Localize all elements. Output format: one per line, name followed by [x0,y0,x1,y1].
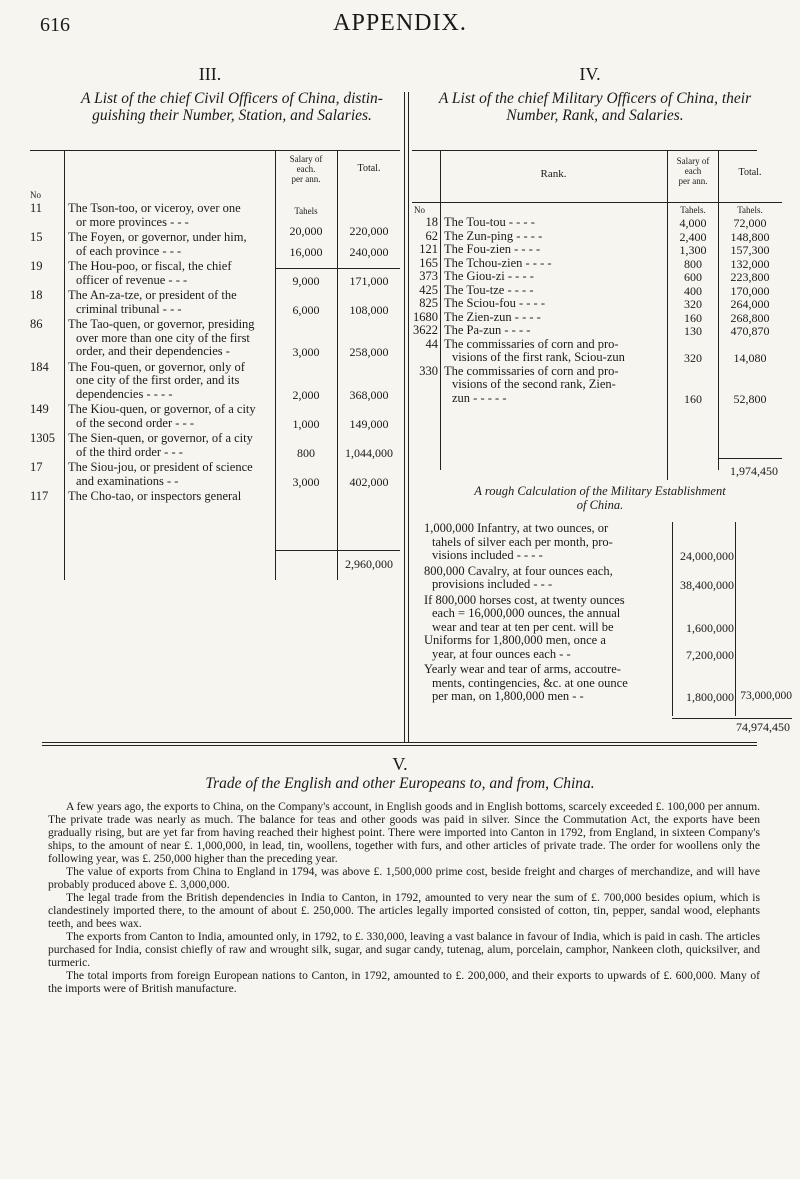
row-description [68,231,273,258]
row-total: 170,000 [730,283,770,298]
row-description [444,216,666,230]
table-rule [735,522,736,716]
row-line: The Sien-quen, or governor, of a city [68,431,253,445]
mil-units-salary: Tahels. [680,205,706,215]
table-rule [275,268,400,269]
row-line: of each province - - - [76,243,182,258]
row-number: 373 [419,269,438,283]
row-total: 72,000 [733,216,767,230]
row-total: 264,000 [730,297,770,311]
row-line: criminal tribunal - - - [76,301,182,316]
section-iv-title-line1: A List of the chief Military Officers of China, their [438,90,752,107]
row-line: The An-za-tze, or president of the [68,288,237,302]
estimate-value: 24,000,000 [680,549,734,563]
estimate-title-l1: A rough Calculation of the Military Establishment [474,484,726,498]
mil-salary-header-l1: Salary of [676,156,710,166]
row-line: per man, on 1,800,000 men - - [432,689,584,703]
row-total: 108,000 [349,302,389,317]
row-salary: 320 [684,351,702,365]
row-salary: 160 [684,310,702,325]
row-description [444,324,666,338]
section-iii-title [62,90,402,124]
estimate-total: 73,000,000 [740,690,792,702]
row-salary: 16,000 [289,244,323,259]
row-number: 1680 [413,309,438,324]
row-line: If 800,000 horses cost, at twenty ounces [424,592,625,607]
row-salary: 9,000 [292,273,320,288]
row-line: ments, contingencies, &c. at one ounce [432,675,628,690]
table-rule [412,202,782,203]
row-total: 402,000 [349,474,389,489]
row-line: The Tou-tou - - - - [444,215,535,229]
row-salary: 6,000 [292,302,320,317]
center-divider-2 [408,92,409,742]
row-line: provisions included - - - [432,577,553,591]
row-description [444,230,666,244]
row-description [68,318,273,359]
row-line: The Kiou-quen, or governor, of a city [68,402,256,416]
row-line: The Tao-quen, or governor, presiding [68,317,255,331]
estimate-grand: 74,974,450 [736,720,790,734]
center-divider [404,92,405,742]
salary-header-l1: Salary of [289,154,323,164]
row-number: 3622 [413,323,438,337]
units-label: Tahels [294,206,318,216]
row-line: 1,000,000 Infantry, at two ounces, or [424,521,609,535]
row-line: 800,000 Cavalry, at four ounces each, [424,563,613,578]
estimate-title-l2: of China. [576,498,624,512]
row-description [68,260,273,287]
row-description [68,202,273,229]
section-iv-numeral: IV. [579,64,601,84]
estimate-value: 7,200,000 [686,647,734,662]
row-salary: 2,000 [292,387,320,402]
row-number: 1305 [30,431,55,445]
row-line: The Hou-poo, or fiscal, the chief [68,259,232,273]
civil-grand-total: 2,960,000 [345,557,393,571]
row-number: 86 [30,317,43,331]
row-salary: 130 [684,324,702,338]
row-total: 148,800 [730,229,770,244]
row-line: The Cho-tao, or inspectors general [68,489,242,503]
mil-units-total: Tahels. [737,205,763,215]
row-line: The Fou-zien - - - - [444,242,541,256]
section-iii-title-line2: guishing their Number, Station, and Salaries. [92,107,372,124]
row-line: zun - - - - - [452,390,507,405]
table-rule [275,550,400,551]
row-description [444,365,666,406]
row-line: Uniforms for 1,800,000 men, once a [424,633,606,647]
trade-paragraph: The exports from Canton to India, amounted only, in 1792, to £. 330,000, leaving a vast balance in favour of India, which is paid in cash. The articles purchased for India, consist chiefly of raw and wrought silk, sugar, and sugar candy, tutenag, alum, porcelain, camphor, Nankeen cloth, quicksilver, and turmeric. [48,930,760,969]
row-salary: 800 [684,256,702,271]
row-number: 825 [419,296,438,310]
row-total: 52,800 [733,391,767,406]
salary-header-l2: each. [296,164,316,174]
row-salary: 600 [684,270,702,284]
section-v-numeral: V. [392,754,408,774]
row-line: The Foyen, or governor, under him, [68,230,247,244]
estimate-value: 38,400,000 [680,578,734,592]
section-iii-title-line1: A List of the chief Civil Officers of China, distin- [81,90,383,107]
row-line: one city of the first order, and its [76,373,240,387]
row-total: 258,000 [349,345,389,359]
estimate-description [424,663,670,704]
trade-text [48,800,760,995]
row-line: of the second order - - - [76,415,195,430]
trade-paragraph: A few years ago, the exports to China, on the Company's account, in English goods and in English bottoms, scarcely exceeded £. 100,000 per annum. The private trade was nearly as much. The balance for teas and other goods was paid in silver. Since the Commutation Act, the exports have been gradually rising, but are yet far from having reached their highest point. There were imported into Canton in 1792, from England, in sixteen Company's ships, to the amount of near £. 1,000,000, in lead, tin, woollens, together with furs, and other articles of private trade. The order for woollens only the following year, was £. 250,000 higher than the preceding year. [48,800,760,865]
section-rule-2 [42,745,757,746]
row-line: wear and tear at ten per cent. will be [432,619,614,634]
row-line: visions included - - - - [432,548,543,562]
row-total: 470,870 [730,324,770,338]
row-salary: 1,000 [292,416,320,431]
row-line: Yearly wear and tear of arms, accoutre- [424,662,621,676]
running-head: APPENDIX. [333,10,467,36]
row-line: The Tson-too, or viceroy, over one [68,201,241,215]
row-total: 171,000 [349,273,389,288]
section-iv-title [415,90,775,124]
row-line: or more provinces - - - [76,214,189,229]
table-rule [64,150,65,580]
estimate-table [412,522,792,732]
row-line: each = 16,000,000 ounces, the annual [432,606,621,620]
row-description [444,284,666,298]
row-salary: 2,400 [679,229,707,244]
row-total: 132,000 [730,256,770,271]
salary-header [276,154,336,184]
mil-salary-header-l2: each [684,166,702,176]
section-v-title: Trade of the English and other Europeans to, and from, China. [205,775,595,792]
row-number: 44 [425,336,438,351]
row-number: 117 [30,489,49,503]
row-line: The Tchou-zien - - - - [444,255,552,270]
row-salary: 320 [684,297,702,311]
civil-officers-table [30,150,400,590]
row-line: The Zien-zun - - - - [444,309,541,324]
estimate-value: 1,800,000 [686,690,734,704]
row-salary: 4,000 [679,216,707,230]
row-description [444,311,666,325]
row-total: 240,000 [349,244,389,259]
row-line: visions of the first rank, Sciou-zun [452,350,625,364]
row-number: 18 [30,288,43,302]
estimate-value: 1,600,000 [686,620,734,635]
row-number: 425 [419,282,438,297]
row-line: and examinations - - [76,473,179,488]
row-line: The commissaries of corn and pro- [444,336,619,351]
number-header: No [30,190,41,200]
row-line: The Tou-tze - - - - [444,282,534,297]
row-line: The Zun-ping - - - - [444,228,543,243]
row-number: 62 [425,228,438,243]
row-number: 184 [30,359,49,374]
row-salary: 1,300 [679,243,707,257]
section-rule [42,742,757,743]
total-header: Total. [357,163,381,174]
row-line: The commissaries of corn and pro- [444,363,619,378]
row-line: tahels of silver each per month, pro- [432,534,613,549]
table-rule [440,150,441,470]
table-rule [672,718,792,719]
mil-number-header: No [414,205,425,215]
mil-salary-header-l3: per ann. [678,176,708,186]
row-description [444,257,666,271]
trade-paragraph: The total imports from foreign European nations to Canton, in 1792, amounted to £. 200,000, and their exports to upwards of £. 600,000. Many of the imports were of British manufacture. [48,969,760,995]
section-iv-title-line2: Number, Rank, and Salaries. [506,107,684,124]
row-line: of the third order - - - [76,444,183,459]
estimate-description [424,565,670,592]
row-line: The Pa-zun - - - - [444,323,531,337]
salary-header-l3: per ann. [291,174,321,184]
row-description [444,297,666,311]
trade-paragraph: The value of exports from China to England in 1794, was above £. 1,500,000 prime cost, beside freight and charges of merchandize, and will have probably produced above £. 3,000,000. [48,865,760,891]
row-total: 149,000 [349,416,389,431]
row-description [68,432,273,459]
row-number: 149 [30,402,49,416]
estimate-description [424,522,670,563]
estimate-title [420,484,780,512]
row-total: 14,080 [733,351,767,365]
row-description [444,338,666,365]
table-rule [718,458,782,459]
row-line: year, at four ounces each - - [432,646,571,661]
row-number: 19 [30,259,43,273]
row-total: 223,800 [730,270,770,284]
row-total: 1,044,000 [345,445,393,460]
table-rule [30,150,400,151]
row-total: 368,000 [349,387,389,402]
trade-paragraph: The legal trade from the British dependencies in India to Canton, in 1792, amounted to very near the sum of £. 700,000 besides opium, which is clandestinely imported there, to the amount of about £. 250,000. The articles legally imported consisted of cotton, tin, pepper, sandal wood, elephants teeth, and bees wax. [48,891,760,930]
row-description [68,403,273,430]
row-line: The Siou-jou, or president of science [68,460,253,474]
row-total: 157,300 [730,243,770,257]
row-line: The Giou-zi - - - - [444,269,534,283]
row-salary: 400 [684,283,702,298]
row-line: officer of revenue - - - [76,272,188,287]
row-description [444,270,666,284]
row-description [68,490,273,504]
row-salary: 800 [297,445,315,460]
military-grand-total: 1,974,450 [730,464,778,478]
row-description [444,243,666,257]
row-line: over more than one city of the first [76,330,250,345]
page-number: 616 [40,14,70,36]
row-salary: 20,000 [289,223,323,238]
table-rule [337,150,338,580]
row-total: 220,000 [349,223,389,238]
row-description [68,461,273,488]
row-description [68,361,273,402]
table-rule [412,150,757,151]
row-line: The Fou-quen, or governor, only of [68,359,245,374]
row-number: 11 [30,201,43,215]
row-line: visions of the second rank, Zien- [452,377,616,391]
row-number: 330 [419,363,438,378]
mil-salary-header [667,156,719,186]
row-number: 18 [425,215,438,229]
row-salary: 160 [684,391,702,406]
row-line: order, and their dependencies - [76,344,230,358]
row-total: 268,800 [730,310,770,325]
row-number: 17 [30,460,43,474]
row-number: 15 [30,230,43,244]
estimate-description [424,634,670,661]
row-line: dependencies - - - - [76,386,173,401]
table-rule [672,522,673,716]
row-line: The Sciou-fou - - - - [444,296,546,310]
row-number: 165 [419,255,438,270]
rank-header: Rank. [540,168,567,180]
estimate-description [424,594,670,635]
row-salary: 3,000 [292,345,320,359]
row-description [68,289,273,316]
section-iii-numeral: III. [198,64,222,84]
military-officers-table [412,150,792,478]
row-salary: 3,000 [292,474,320,489]
mil-total-header: Total. [738,167,762,178]
row-number: 121 [419,242,438,256]
